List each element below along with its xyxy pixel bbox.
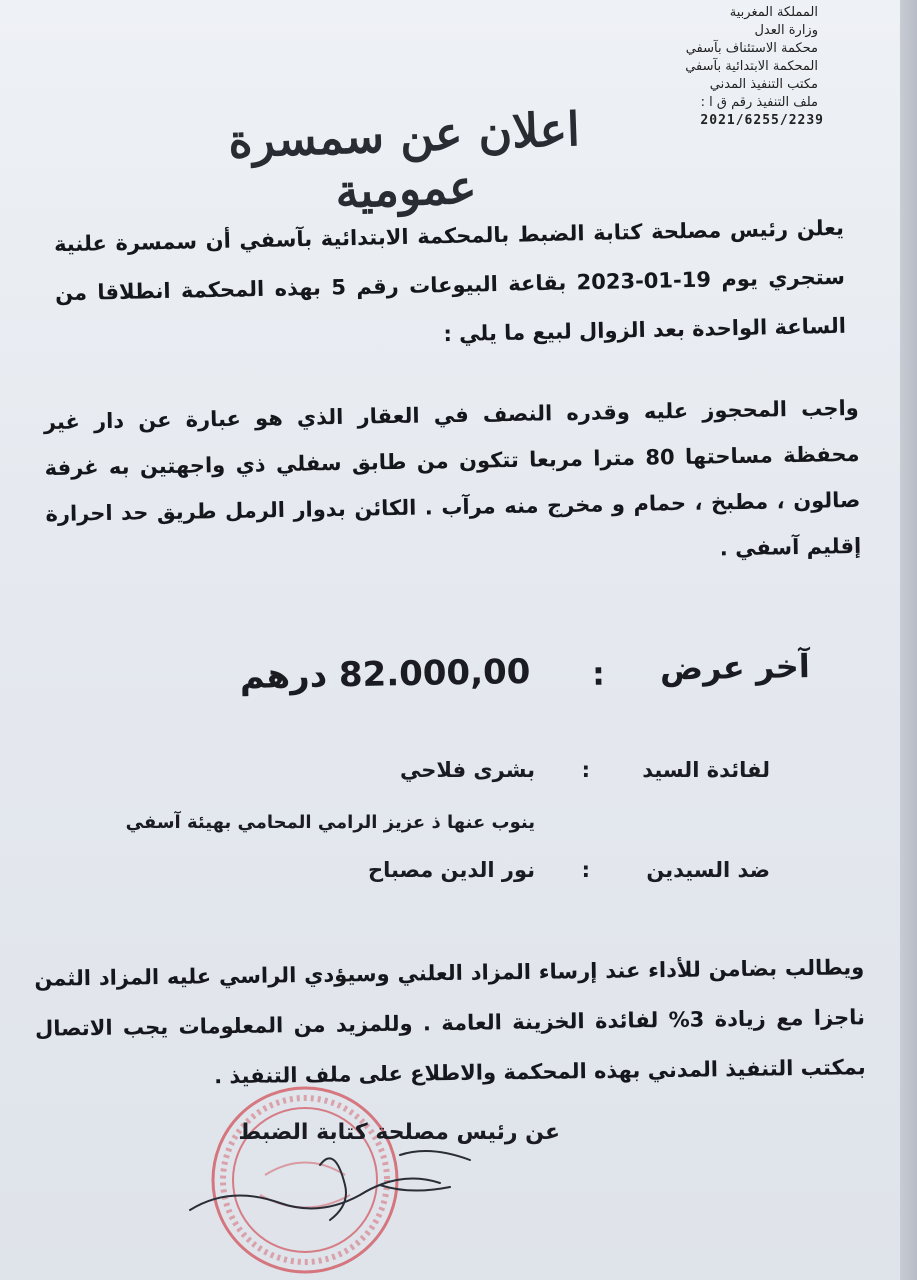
against-colon: : [581,858,590,882]
offer-label: آخر عرض [659,647,811,688]
last-offer [240,647,811,717]
header-line-office: مكتب التنفيذ المدني [709,77,818,92]
page-edge [900,0,917,1280]
header-line-appeal-court: محكمة الاستئناف بآسفي [685,41,818,56]
header-line-ministry: وزارة العدل [754,23,818,38]
beneficiary-row [150,758,770,798]
header-line-file-label: ملف التنفيذ رقم ق ا : [700,95,818,110]
against-name: نور الدين مصباح [367,858,535,882]
conditions-paragraph: ويطالب بضامن للأداء عند إرساء المزاد العلني وسيؤدي الراسي عليه المزاد الثمن ناجزا مع زيادة 3% لفائدة الخزينة العامة . وللمزيد من المعلومات يجب الاتصال بمكتب التنفيذ المدني بهذه المحكمة والاطلاع على ملف التنفيذ . [34,955,866,1089]
offer-amount: 82.000,00 درهم [239,651,531,697]
page-title: اعلان عن سمسرة عمومية [227,101,581,219]
file-number: 2021/6255/2239 [700,113,824,128]
against-row [150,858,770,898]
beneficiary-colon: : [581,758,590,782]
handwritten-signature-icon [170,1125,510,1235]
offer-colon: : [591,654,606,693]
against-label: ضد السيدين [646,858,770,882]
header-line-kingdom: المملكة المغربية [729,5,818,20]
intro-paragraph: يعلن رئيس مصلحة كتابة الضبط بالمحكمة الابتدائية بآسفي أن سمسرة علنية ستجري يوم 19-01-2023 بقاعة البيوعات رقم 5 بهذه المحكمة انطلاقا من الساعة الواحدة بعد الزوال لبيع ما يلي : [53,215,847,347]
header-line-first-instance-court: المحكمة الابتدائية بآسفي [685,59,818,74]
beneficiary-label: لفائدة السيد [642,758,770,782]
property-paragraph: واجب المحجوز عليه وقدره النصف في العقار الذي هو عبارة عن دار غير محفظة مساحتها 80 مترا مربعا تتكون من طابق سفلي ذي واجهتين به غرفة صالون ، مطبخ ، حمام و مخرج منه مرآب . الكائن بدوار الرمل طريق حد احرارة إقليم آسفي . [43,395,862,561]
signature-line: عن رئيس مصلحة كتابة الضبط [238,1120,560,1145]
beneficiary-name: بشرى فلاحي [400,758,535,782]
representative-line: ينوب عنها ذ عزيز الرامي المحامي بهيئة آسفي [125,812,535,833]
